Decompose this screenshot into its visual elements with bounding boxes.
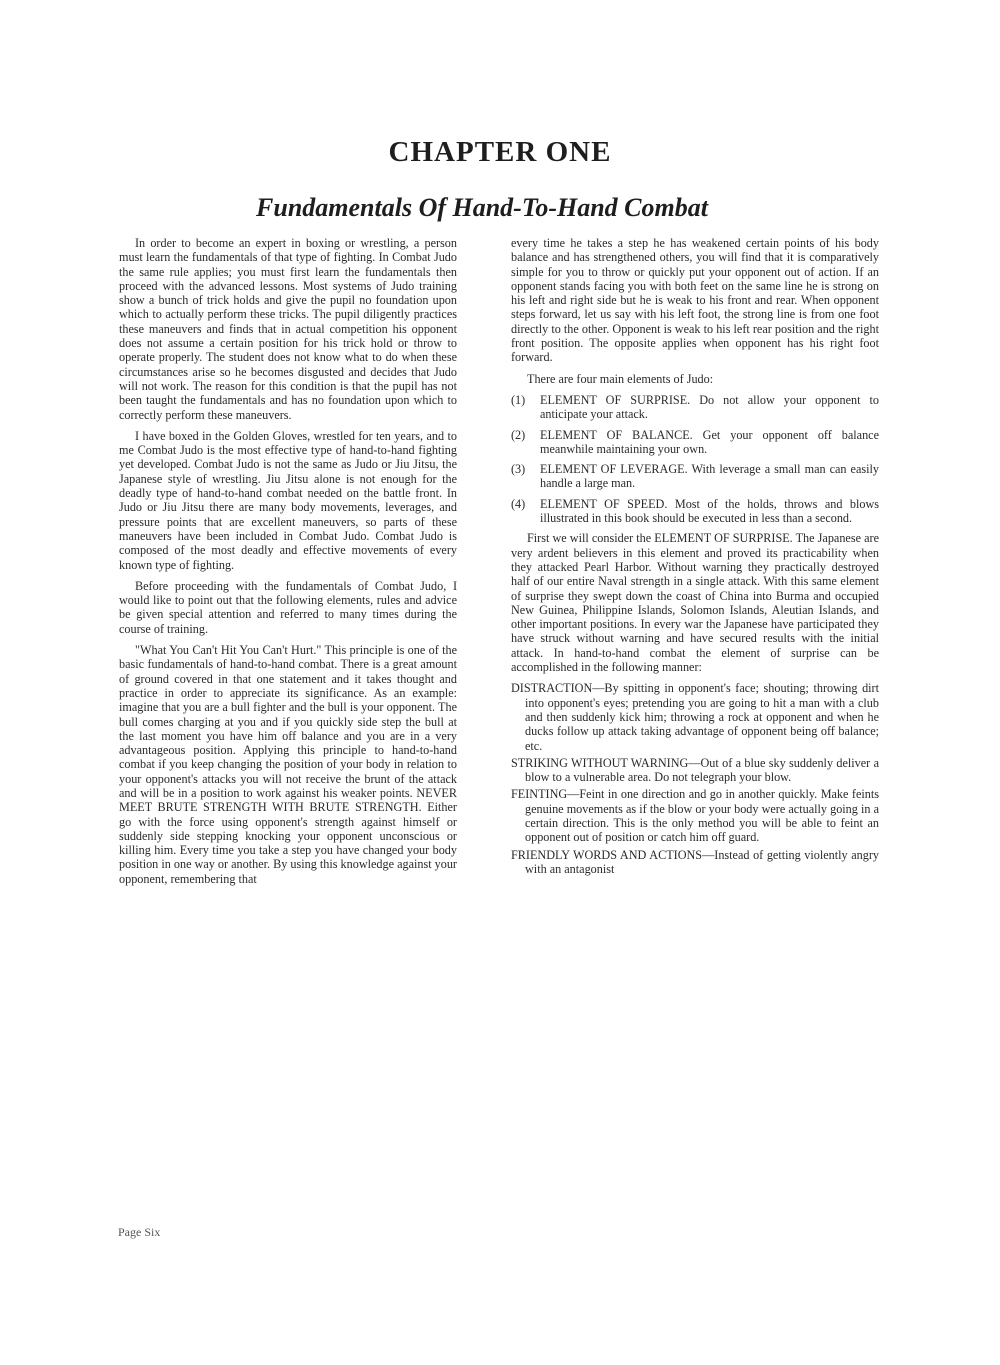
paragraph: "What You Can't Hit You Can't Hurt." This principle is one of the basic fundamentals of hand-to-hand combat. There is a great amount of ground covered in that one statement and it takes thought and practice in order to appreciate its significance. As an example: imagine that you are a bull fighter and the bull is your opponent. The bull comes charging at you and if you quickly side step the bull at the last moment you have him off balance and you are in a very advantageous position. Applying this principle to hand-to-hand combat if you keep changing the position of your body in relation to your opponent's attacks you will not receive the brunt of the attack and will be in a position to work against his weaker points. NEVER MEET BRUTE STRENGTH WITH BRUTE STRENGTH. Either go with the force using opponent's strength against himself or suddenly side stepping knocking your opponent unconscious or killing him. Every time you take a step you have changed your body position in one way or another. By using this knowledge against your opponent, remembering that (119, 643, 457, 886)
list-text: ELEMENT OF BALANCE. Get your opponent off balance meanwhile maintaining your own. (540, 427, 879, 456)
list-number: (3) (511, 462, 526, 477)
list-number: (1) (511, 392, 526, 407)
list-text: ELEMENT OF LEVERAGE. With leverage a small man can easily handle a large man. (540, 462, 879, 491)
paragraph: First we will consider the ELEMENT OF SURPRISE. The Japanese are very ardent believers in this element and proved its practicability when they attacked Pearl Harbor. Without warning they practically destroyed half of our entire Naval strength in a single attack. With this same element of surprise they swept down the coast of China into Burma and occupied New Guinea, Philippine Islands, Solomon Islands, Aleutian Islands, and other important positions. In every war the Japanese have participated they have struck without warning and have secured results with the initial attack. In hand-to-hand combat the element of surprise can be accomplished in the following manner: (511, 531, 879, 675)
method-item: STRIKING WITHOUT WARNING—Out of a blue sky suddenly deliver a blow to a vulnerable area. Do not telegraph your blow. (511, 755, 879, 785)
paragraph: Before proceeding with the fundamentals of Combat Judo, I would like to point out that the following elements, rules and advice be given special attention and referred to many times during the course of training. (119, 578, 457, 636)
paragraph: every time he takes a step he has weakened certain points of his body balance and has strengthened others, you will find that it is comparatively simple for you to throw or quickly put your opponent out of action. If an opponent stands facing you with both feet on the same line he is strong on his left and right side but he is weak to his front and rear. When opponent steps forward, let us say with his left foot, the strong line is from one foot directly to the other. Opponent is weak to his left rear position and the right front position. The opposite applies when opponent has his right foot forward. (511, 236, 879, 365)
page-number: Page Six (118, 1225, 161, 1239)
left-column (119, 236, 457, 893)
paragraph: In order to become an expert in boxing or wrestling, a person must learn the fundamentals of that type of fighting. In Combat Judo the same rule applies; you must first learn the fundamentals then proceed with the advanced lessons. Most systems of Judo training show a bunch of trick holds and give the pupil no foundation upon which to actually perform these tricks. The pupil diligently practices these maneuvers and finds that in actual competition his opponent does not assume a certain position for his trick hold or throw to operate properly. The student does not know what to do when these circumstances arise so he becomes disgusted and decides that Judo will not work. The reason for this condition is that the pupil has not been taught the fundamentals and has no foundation upon which to correctly perform these maneuvers. (119, 236, 457, 422)
list-text: ELEMENT OF SPEED. Most of the holds, throws and blows illustrated in this book should be executed in less than a second. (540, 496, 879, 526)
method-item: DISTRACTION—By spitting in opponent's face; shouting; throwing dirt into opponent's eyes; pretending you are going to hit a man with a club and then suddenly kick him; throwing a rock at opponent and when he ducks follow up attack taking advantage of opponent being off balance; etc. (511, 681, 879, 753)
list-number: (2) (511, 427, 526, 442)
element-list-item (511, 428, 879, 457)
chapter-title: CHAPTER ONE (388, 136, 612, 168)
element-list-item (511, 497, 879, 526)
paragraph: There are four main elements of Judo: (527, 371, 714, 386)
paragraph: I have boxed in the Golden Gloves, wrestled for ten years, and to me Combat Judo is the most effective type of hand-to-hand fighting yet developed. Combat Judo is not the same as Judo or Jiu Jitsu, the Japanese style of wrestling. Jiu Jitsu alone is not enough for the deadly type of hand-to-hand combat needed on the battle front. In Judo or Jiu Jitsu there are many body movements, leverages, and pressure points that are excellent maneuvers, so parts of these maneuvers have been included in Combat Judo. Combat Judo is composed of the most deadly and effective movements of every known type of fighting. (119, 428, 457, 572)
element-list-item (511, 393, 879, 422)
right-column (511, 236, 879, 879)
list-number: (4) (511, 496, 526, 511)
method-item: FRIENDLY WORDS AND ACTIONS—Instead of getting violently angry with an antagonist (511, 847, 879, 876)
element-list-item (511, 462, 879, 491)
method-item: FEINTING—Feint in one direction and go in another quickly. Make feints genuine movements as if the blow or your body were actually going in a certain direction. This is the only method you will be able to feint an opponent out of position or catch him off guard. (511, 787, 879, 845)
chapter-subtitle: Fundamentals Of Hand-To-Hand Combat (256, 193, 708, 222)
list-text: ELEMENT OF SURPRISE. Do not allow your opponent to anticipate your attack. (540, 392, 879, 422)
